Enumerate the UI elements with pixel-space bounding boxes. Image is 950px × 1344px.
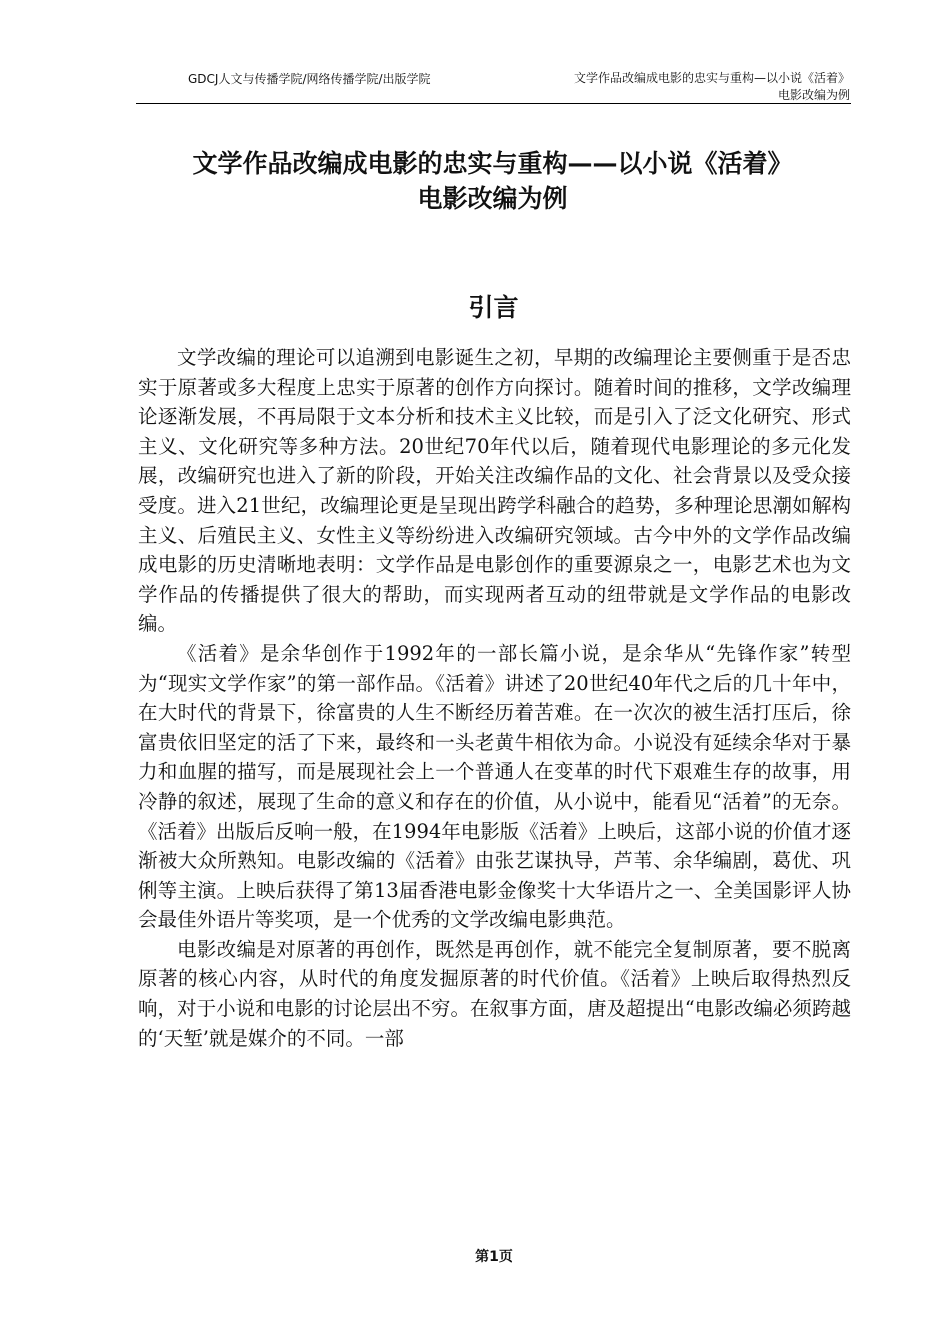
page-number: 第1页 — [475, 1249, 513, 1265]
running-header-left: GDCJ人文与传播学院/网络传播学院/出版学院 — [188, 72, 431, 86]
body-text — [138, 343, 851, 1053]
running-header-right-line1: 文学作品改编成电影的忠实与重构—以小说《活着》 — [573, 71, 850, 85]
paragraph-2: 《活着》是余华创作于1992年的一部长篇小说，是余华从“先锋作家”转型为“现实文学作家”的第一部作品。《活着》讲述了20世纪40年代之后的几十年中，在大时代的背景下，徐富贵的人生不断经历着苦难。在一次次的被生活打压后，徐富贵依旧坚定的活了下来，最终和一头老黄牛相依为命。小说没有延续余华对于暴力和血腥的描写，而是展现社会上一个普通人在变革的时代下艰难生存的故事，用冷静的叙述，展现了生命的意义和存在的价值，从小说中，能看见“活着”的无奈。《活着》出版后反响一般，在1994年电影版《活着》上映后，这部小说的价值才逐渐被大众所熟知。电影改编的《活着》由张艺谋执导，芦苇、余华编剧，葛优、巩俐等主演。上映后获得了第13届香港电影金像奖十大华语片之一、全美国影评人协会最佳外语片等奖项，是一个优秀的文学改编电影典范。 — [138, 641, 851, 932]
running-header-right-line2: 电影改编为例 — [777, 88, 850, 102]
section-heading: 引言 — [468, 293, 519, 322]
header-rule — [136, 103, 851, 104]
paragraph-3: 电影改编是对原著的再创作，既然是再创作，就不能完全复制原著，要不脱离原著的核心内容，从时代的角度发掘原著的时代价值。《活着》上映后取得热烈反响，对于小说和电影的讨论层出不穷。在叙事方面，唐及超提出“电影改编必须跨越的‘天堑’就是媒介的不同。一部 — [138, 937, 851, 1050]
document-title — [120, 146, 865, 216]
document-title-line2: 电影改编为例 — [417, 184, 568, 213]
paragraph-1: 文学改编的理论可以追溯到电影诞生之初，早期的改编理论主要侧重于是否忠实于原著或多大程度上忠实于原著的创作方向探讨。随着时间的推移，文学改编理论逐渐发展，不再局限于文本分析和技术主义比较，而是引入了泛文化研究、形式主义、文化研究等多种方法。20世纪70年代以后，随着现代电影理论的多元化发展，改编研究也进入了新的阶段，开始关注改编作品的文化、社会背景以及受众接受度。进入21世纪，改编理论更是呈现出跨学科融合的趋势，多种理论思潮如解构主义、后殖民主义、女性主义等纷纷进入改编研究领域。古今中外的文学作品改编成电影的历史清晰地表明：文学作品是电影创作的重要源泉之一，电影艺术也为文学作品的传播提供了很大的帮助，而实现两者互动的纽带就是文学作品的电影改编。 — [138, 346, 851, 636]
document-title-line1: 文学作品改编成电影的忠实与重构——以小说《活着》 — [192, 149, 793, 178]
running-header-right — [520, 70, 850, 104]
